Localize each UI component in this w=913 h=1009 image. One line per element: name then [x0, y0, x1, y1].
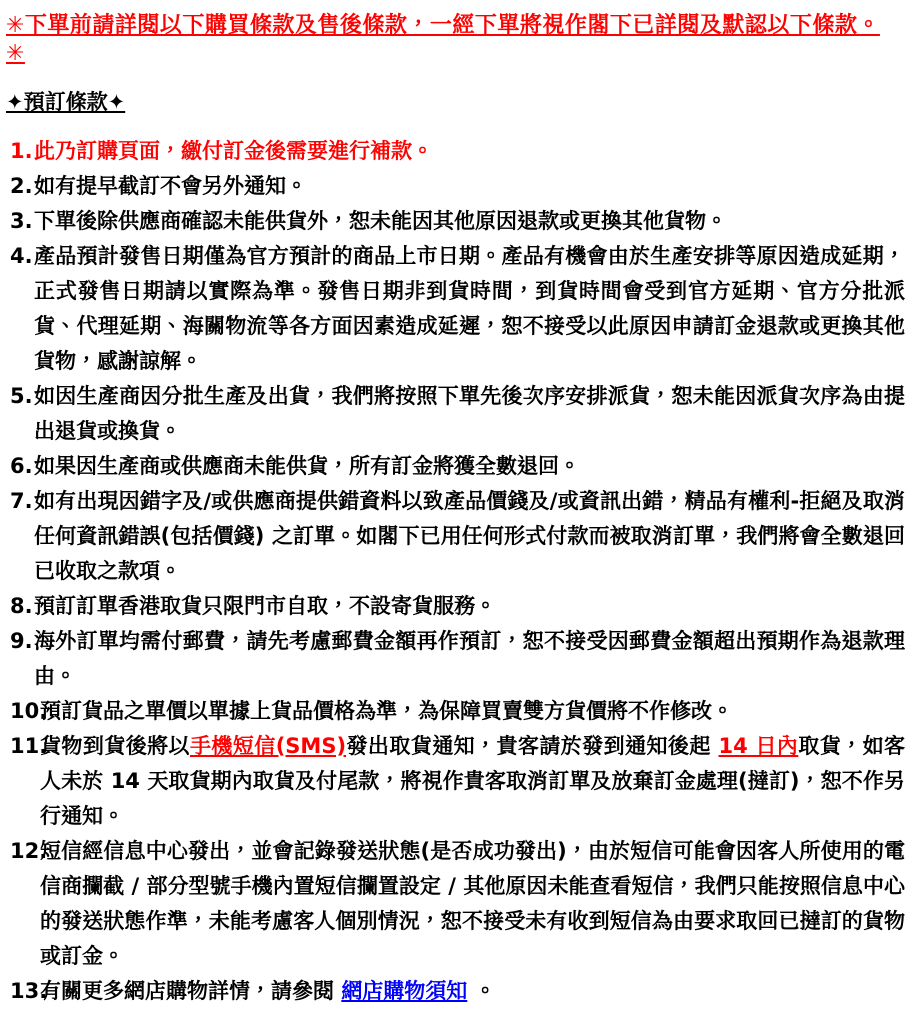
- term-text: [40, 699, 733, 723]
- term-text: [34, 209, 727, 233]
- term-item: [6, 729, 905, 834]
- term-number: 11.: [10, 734, 48, 758]
- term-item: [6, 974, 905, 1009]
- term-text: [34, 489, 905, 583]
- term-number: 3.: [10, 209, 33, 233]
- term-item: [6, 379, 905, 449]
- term-text: [34, 629, 905, 688]
- term-item: [6, 134, 905, 169]
- term-text: [34, 139, 433, 163]
- term-highlight: 14 日內: [718, 734, 799, 758]
- term-number: 6.: [10, 454, 33, 478]
- term-segment: 如有提早截訂不會另外通知。: [34, 174, 307, 198]
- terms-list: [6, 134, 905, 1009]
- term-segment: 如果因生產商或供應商未能供貨，所有訂金將獲全數退回。: [34, 454, 580, 478]
- term-text: [40, 839, 905, 968]
- term-number: 10.: [10, 699, 48, 723]
- term-number: 5.: [10, 384, 33, 408]
- term-number: 4.: [10, 244, 33, 268]
- term-segment: 產品預計發售日期僅為官方預計的商品上市日期。產品有機會由於生產安排等原因造成延期，正式發售日期請以實際為準。發售日期非到貨時間，到貨時間會受到官方延期、官方分批派貨、代理延期、海關物流等各方面因素造成延遲，恕不接受以此原因申請訂金退款或更換其他貨物，感謝諒解。: [34, 244, 905, 373]
- term-item: [6, 169, 905, 204]
- term-segment: 有關更多網店購物詳情，請參閱: [40, 979, 342, 1003]
- term-text: [34, 384, 905, 443]
- term-item: [6, 694, 905, 729]
- pre-order-notice-banner: ✳下單前請詳閱以下購買條款及售後條款，一經下單將視作閣下已詳閱及默認以下條款。 ✳: [6, 13, 880, 66]
- term-text: [40, 979, 496, 1003]
- term-text: [34, 174, 307, 198]
- term-number: 12.: [10, 839, 48, 863]
- term-segment: 取貨，如客人未於 14 天取貨期內取貨及付尾款，將視作貴客取消訂單及放棄訂金處理(撻訂)，恕不作另行通知。: [40, 734, 906, 828]
- store-shopping-guide-link[interactable]: 網店購物須知: [341, 979, 468, 1003]
- term-segment: 如因生產商因分批生產及出貨，我們將按照下單先後次序安排派貨，恕未能因派貨次序為由提出退貨或換貨。: [34, 384, 905, 443]
- term-item: [6, 204, 905, 239]
- term-text: [34, 244, 905, 373]
- term-number: 2.: [10, 174, 33, 198]
- term-item: [6, 624, 905, 694]
- term-segment: 預訂訂單香港取貨只限門市自取，不設寄貨服務。: [34, 594, 496, 618]
- term-segment: 貨物到貨後將以: [40, 734, 190, 758]
- term-segment: 此乃訂購頁面，繳付訂金後需要進行補款。: [34, 139, 433, 163]
- term-text: [40, 734, 905, 828]
- term-segment: 發出取貨通知，貴客請於發到通知後起: [346, 734, 719, 758]
- term-item: [6, 834, 905, 974]
- term-number: 1.: [10, 139, 33, 163]
- term-number: 8.: [10, 594, 33, 618]
- term-number: 9.: [10, 629, 33, 653]
- term-number: 13.: [10, 979, 48, 1003]
- term-item: [6, 449, 905, 484]
- term-text: [34, 454, 580, 478]
- term-segment: 預訂貨品之單價以單據上貨品價格為準，為保障買賣雙方貨價將不作修改。: [40, 699, 733, 723]
- term-segment: 短信經信息中心發出，並會記錄發送狀態(是否成功發出)，由於短信可能會因客人所使用的電信商攔截 / 部分型號手機內置短信攔置設定 / 其他原因未能查看短信，我們只能按照信息中心的發送狀態作準，未能考慮客人個別情況，恕不接受未有收到短信為由要求取回已撻訂的貨物或訂金。: [40, 839, 905, 968]
- preorder-terms-heading: ✦預訂條款✦: [6, 90, 126, 114]
- term-item: [6, 239, 905, 379]
- term-segment: 海外訂單均需付郵費，請先考慮郵費金額再作預訂，恕不接受因郵費金額超出預期作為退款理由。: [34, 629, 905, 688]
- term-text: [34, 594, 496, 618]
- term-item: [6, 589, 905, 624]
- term-segment: 下單後除供應商確認未能供貨外，恕未能因其他原因退款或更換其他貨物。: [34, 209, 727, 233]
- term-highlight: 手機短信(SMS): [190, 734, 347, 758]
- term-number: 7.: [10, 489, 33, 513]
- term-item: [6, 484, 905, 589]
- term-segment: 如有出現因錯字及/或供應商提供錯資料以致產品價錢及/或資訊出錯，精品有權利-拒絕及取消任何資訊錯誤(包括價錢) 之訂單。如閣下已用任何形式付款而被取消訂單，我們將會全數退回已收取之款項。: [34, 489, 905, 583]
- term-segment: 。: [467, 979, 496, 1003]
